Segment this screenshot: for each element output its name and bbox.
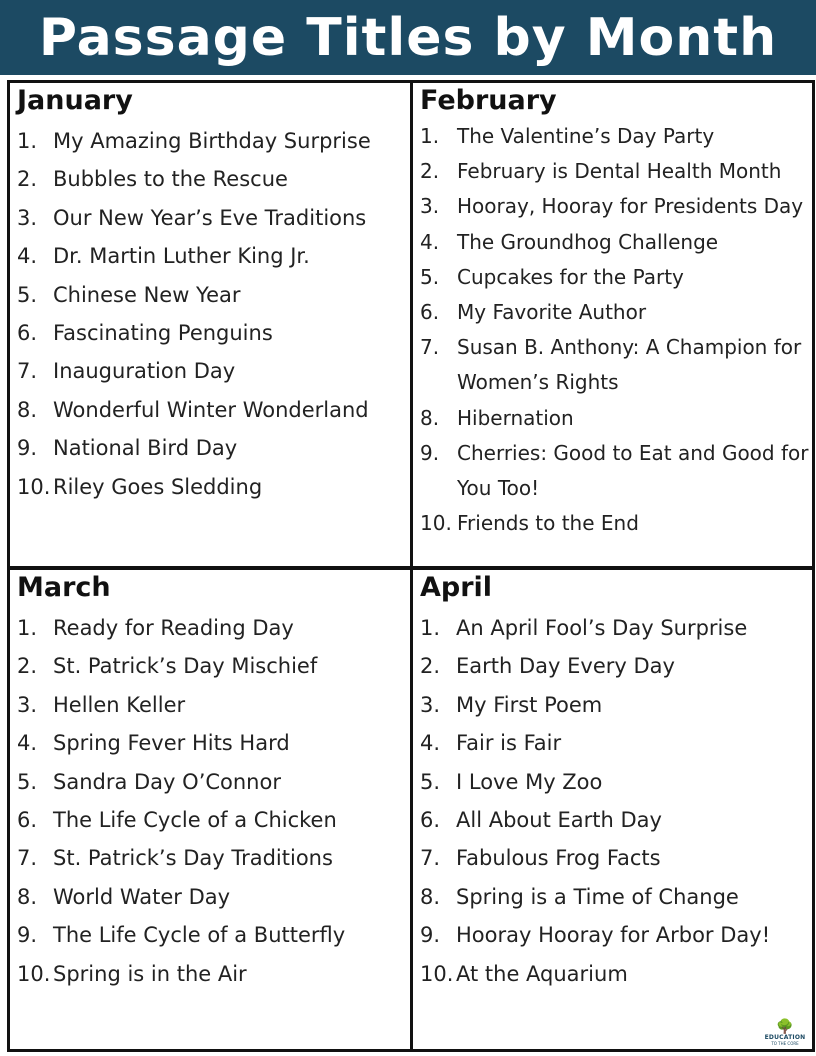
tree-icon: 🌳: [776, 1019, 794, 1035]
list-item: [420, 119, 815, 154]
passage-title: Fabulous Frog Facts: [456, 846, 661, 871]
month-heading: January: [17, 85, 133, 116]
item-number: 6.: [17, 808, 38, 833]
passage-title: The Life Cycle of a Butterfly: [53, 923, 346, 948]
item-number: 5.: [17, 282, 38, 307]
item-number: 6.: [17, 321, 38, 346]
item-number: 2.: [420, 654, 441, 679]
list-item: [17, 122, 407, 160]
passage-title: Inauguration Day: [53, 359, 236, 384]
month-heading: March: [17, 572, 111, 603]
passage-title: Dr. Martin Luther King Jr.: [53, 244, 310, 269]
item-number: 3.: [420, 194, 440, 219]
passage-title: February is Dental Health Month: [457, 159, 782, 184]
education-to-the-core-logo: [760, 1020, 810, 1048]
item-number: 1.: [420, 124, 440, 148]
passage-title: National Bird Day: [53, 436, 238, 461]
passage-title: Bubbles to the Rescue: [53, 167, 288, 192]
item-number: 1.: [420, 616, 441, 640]
passage-title: St. Patrick’s Day Traditions: [53, 846, 333, 871]
passage-title: Cupcakes for the Party: [457, 264, 684, 289]
list-item: [420, 801, 815, 839]
item-number: 1.: [17, 129, 38, 153]
item-number: 9.: [17, 923, 38, 948]
passage-title: Wonderful Winter Wonderland: [53, 397, 369, 422]
list-item: [420, 189, 815, 224]
list-item: [420, 647, 815, 685]
list-item: [17, 763, 407, 801]
item-number: 1.: [17, 616, 38, 640]
list-item: [420, 724, 815, 762]
list-item: [17, 352, 407, 390]
list-item: [17, 839, 407, 877]
item-number: 9.: [17, 436, 38, 461]
item-number: 4.: [17, 244, 38, 269]
passage-title: The Life Cycle of a Chicken: [53, 808, 337, 833]
item-number: 2.: [17, 167, 38, 192]
item-number: 2.: [17, 654, 38, 679]
item-number: 4.: [420, 731, 441, 756]
item-number: 6.: [420, 808, 441, 833]
passage-title: Fascinating Penguins: [53, 321, 273, 346]
list-item: [17, 916, 407, 954]
april-section: [420, 570, 815, 993]
list-item: [17, 468, 407, 506]
item-number: 7.: [17, 359, 38, 384]
list-item: [17, 160, 407, 198]
february-section: [420, 83, 815, 541]
item-number: 2.: [420, 159, 440, 184]
list-item: [17, 724, 407, 762]
item-number: 7.: [420, 846, 441, 871]
item-number: 7.: [420, 335, 440, 360]
passage-title: My First Poem: [456, 692, 603, 717]
list-item: [420, 916, 815, 954]
item-number: 8.: [17, 884, 38, 909]
passage-title: Sandra Day O’Connor: [53, 769, 281, 794]
passage-title: An April Fool’s Day Surprise: [456, 616, 748, 640]
list-item: [420, 260, 815, 295]
list-item: [420, 878, 815, 916]
passage-title: Fair is Fair: [456, 731, 562, 756]
list-item: [17, 199, 407, 237]
item-number: 3.: [17, 692, 38, 717]
item-number: 5.: [420, 264, 440, 289]
item-number: 8.: [420, 884, 441, 909]
passage-title: At the Aquarium: [456, 961, 628, 986]
list-item: [420, 225, 815, 260]
list-item: [420, 154, 815, 189]
list-item: [17, 955, 407, 993]
passage-title: Friends to the End: [457, 511, 639, 536]
logo-name: EDUCATION: [764, 1034, 806, 1041]
passage-title: Cherries: Good to Eat and Good for You Too!: [457, 440, 809, 501]
item-number: 8.: [17, 397, 38, 422]
passage-list: [17, 122, 407, 506]
list-item: [17, 276, 407, 314]
passage-title: Our New Year’s Eve Traditions: [53, 205, 367, 230]
item-number: 10.: [17, 474, 51, 499]
passage-title: My Favorite Author: [457, 300, 647, 325]
list-item: [420, 839, 815, 877]
item-number: 10.: [420, 961, 454, 986]
passage-title: World Water Day: [53, 884, 231, 909]
passage-list: [420, 609, 815, 993]
list-item: [420, 401, 815, 436]
item-number: 5.: [420, 769, 441, 794]
passage-title: Hellen Keller: [53, 692, 186, 717]
list-item: [17, 686, 407, 724]
passage-title: Susan B. Anthony: A Champion for Women’s Rights: [457, 335, 802, 395]
item-number: 7.: [17, 846, 38, 871]
list-item: [420, 436, 815, 506]
item-number: 5.: [17, 769, 38, 794]
list-item: [420, 295, 815, 330]
month-grid: [7, 80, 815, 1052]
month-heading: February: [420, 85, 557, 116]
list-item: [17, 237, 407, 275]
passage-title: The Groundhog Challenge: [457, 229, 719, 254]
passage-list: [420, 119, 815, 541]
list-item: [420, 506, 815, 541]
item-number: 9.: [420, 440, 440, 465]
list-item: [420, 330, 815, 400]
passage-title: Spring Fever Hits Hard: [53, 731, 290, 756]
passage-list: [17, 609, 407, 993]
passage-title: Riley Goes Sledding: [53, 474, 263, 499]
passage-title: Spring is in the Air: [53, 961, 247, 986]
item-number: 10.: [17, 961, 51, 986]
item-number: 3.: [420, 692, 441, 717]
item-number: 3.: [17, 205, 38, 230]
passage-title: My Amazing Birthday Surprise: [53, 129, 371, 153]
list-item: [17, 647, 407, 685]
list-item: [420, 609, 815, 647]
passage-title: Hibernation: [457, 405, 574, 430]
item-number: 4.: [420, 229, 440, 254]
item-number: 8.: [420, 405, 440, 430]
list-item: [17, 878, 407, 916]
item-number: 9.: [420, 923, 441, 948]
list-item: [17, 314, 407, 352]
page-title: Passage Titles by Month: [0, 0, 816, 75]
passage-title: Ready for Reading Day: [53, 616, 294, 640]
passage-title: The Valentine’s Day Party: [457, 124, 715, 148]
item-number: 4.: [17, 731, 38, 756]
passage-title: Hooray Hooray for Arbor Day!: [456, 923, 771, 948]
passage-title: I Love My Zoo: [456, 769, 603, 794]
passage-title: Spring is a Time of Change: [456, 884, 739, 909]
list-item: [17, 609, 407, 647]
passage-title: St. Patrick’s Day Mischief: [53, 654, 318, 679]
march-section: [17, 570, 407, 993]
item-number: 10.: [420, 511, 452, 536]
list-item: [17, 429, 407, 467]
logo-subtitle: TO THE CORE: [771, 1041, 799, 1046]
passage-title: Chinese New Year: [53, 282, 241, 307]
item-number: 6.: [420, 300, 440, 325]
list-item: [420, 686, 815, 724]
january-section: [17, 83, 407, 506]
list-item: [17, 391, 407, 429]
list-item: [17, 801, 407, 839]
list-item: [420, 763, 815, 801]
passage-title: All About Earth Day: [456, 808, 662, 833]
passage-title: Earth Day Every Day: [456, 654, 675, 679]
passage-title: Hooray, Hooray for Presidents Day: [457, 194, 804, 219]
month-heading: April: [420, 572, 493, 603]
list-item: [420, 955, 815, 993]
